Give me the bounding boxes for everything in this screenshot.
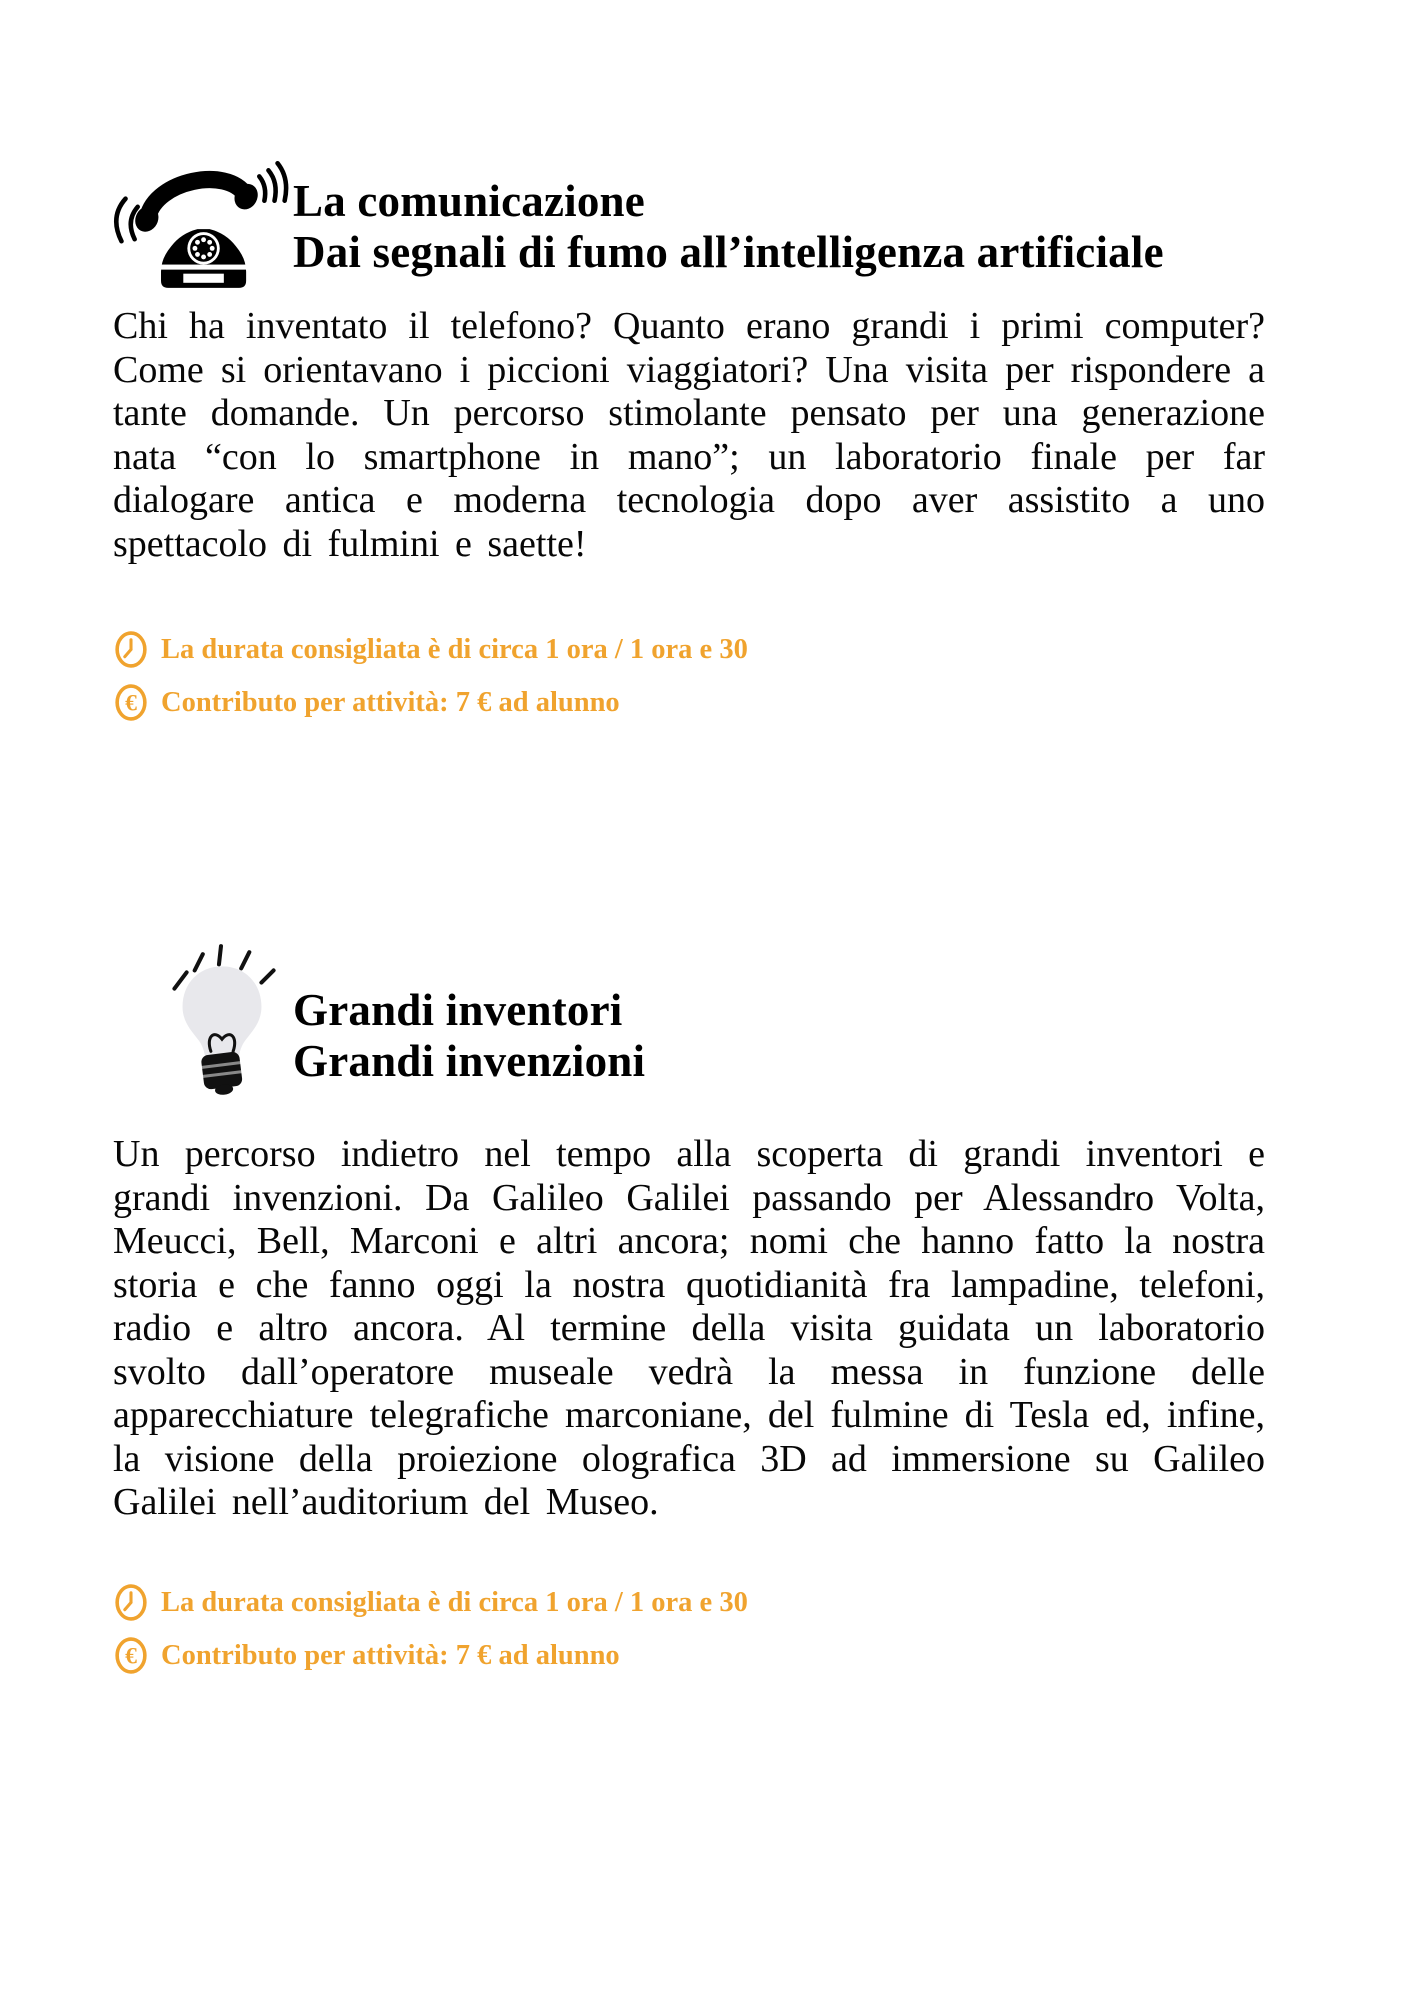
svg-text:€: €	[125, 1643, 137, 1670]
duration-text: La durata consigliata è di circa 1 ora / 1 ora e 30	[161, 1586, 748, 1618]
contribution-text: Contributo per attività: 7 € ad alunno	[161, 686, 620, 718]
telephone-icon	[106, 146, 291, 298]
euro-icon	[113, 1636, 149, 1675]
section-description: Chi ha inventato il telefono? Quanto erano grandi i primi computer? Come si orientavano i piccioni viaggiatori? Una visita per rispondere a tante domande. Un percorso stimolante pensato per una generazione nata “con lo smartphone in mano”; un laboratorio finale per far dialogare antica e moderna tecnologia dopo aver assistito a uno spettacolo di fulmini e saette!	[113, 305, 1265, 565]
contribution-line	[113, 1636, 748, 1675]
svg-text:€: €	[125, 690, 137, 717]
clock-icon	[113, 1583, 149, 1622]
section-description: Un percorso indietro nel tempo alla scoperta di grandi inventori e grandi invenzioni. Da Galileo Galilei passando per Alessandro Volta, Meucci, Bell, Marconi e altri ancora; nomi che hanno fatto la nostra storia e che fanno oggi la nostra quotidianità fra lampadine, telefoni, radio e altro ancora. Al termine della visita guidata un laboratorio svolto dall’operatore museale vedrà la messa in funzione delle apparecchiature telegrafiche marconiane, del fulmine di Tesla ed, infine, la visione della proiezione olografica 3D ad immersione su Galileo Galilei nell’auditorium del Museo.	[113, 1133, 1265, 1523]
section-subtitle: Dai segnali di fumo all’intelligenza artificiale	[293, 227, 1164, 277]
section-header-inventori	[293, 985, 645, 1087]
activity-info-block	[113, 630, 748, 722]
section-header-comunicazione	[293, 176, 1164, 278]
lightbulb-icon	[156, 936, 288, 1113]
clock-icon	[113, 630, 149, 669]
duration-text: La durata consigliata è di circa 1 ora / 1 ora e 30	[161, 633, 748, 665]
section-title: La comunicazione	[293, 176, 645, 226]
activity-info-block	[113, 1583, 748, 1675]
contribution-text: Contributo per attività: 7 € ad alunno	[161, 1639, 620, 1671]
section-subtitle: Grandi invenzioni	[293, 1036, 646, 1086]
contribution-line	[113, 683, 748, 722]
euro-icon	[113, 683, 149, 722]
section-title: Grandi inventori	[293, 985, 623, 1035]
duration-line	[113, 1583, 748, 1622]
duration-line	[113, 630, 748, 669]
